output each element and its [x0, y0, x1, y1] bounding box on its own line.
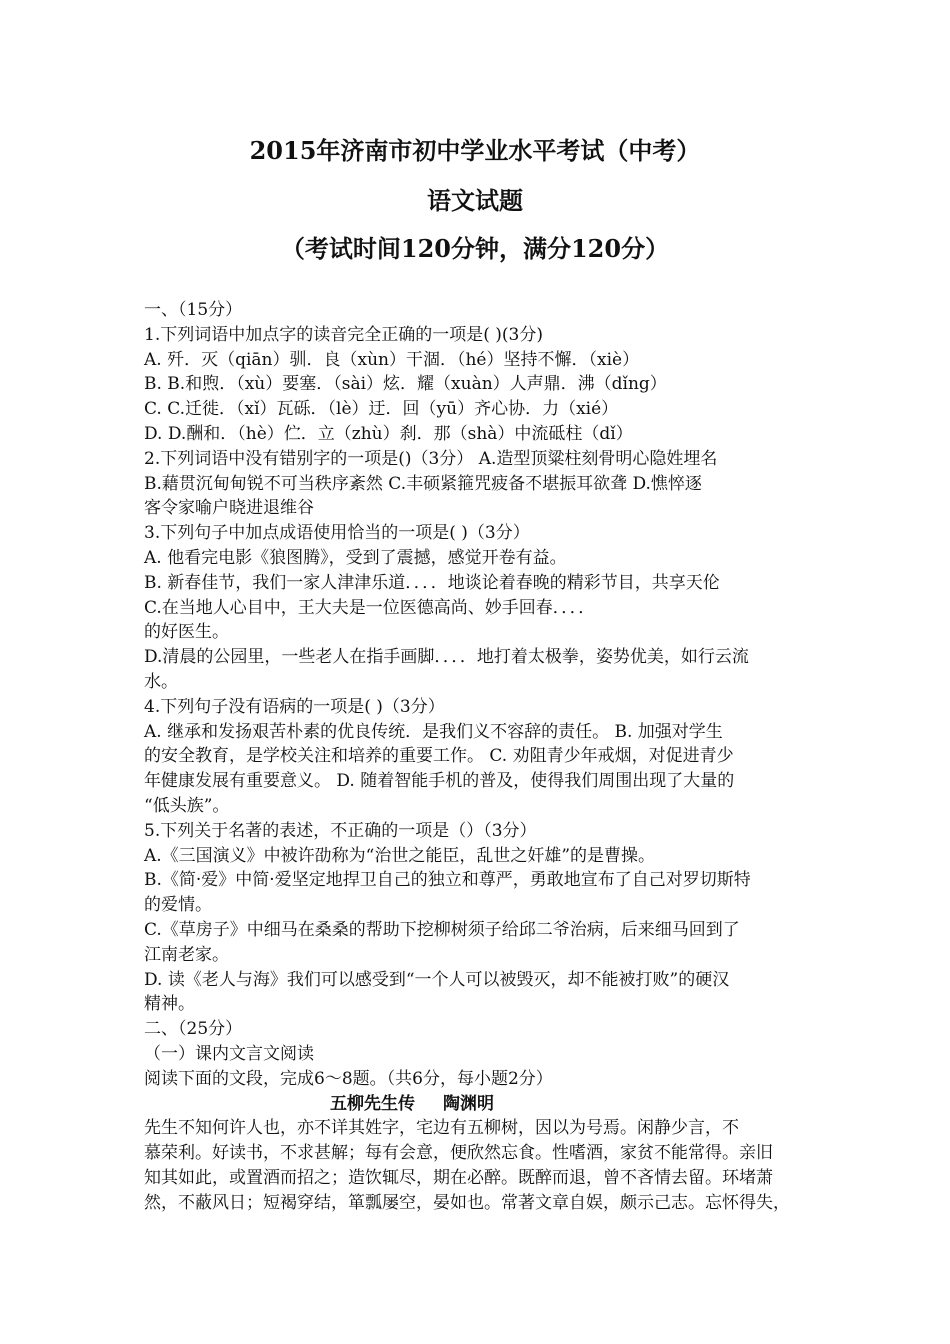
text-line: 阅读下面的文段，完成6～8题。（共6分，每小题2分） — [144, 1068, 553, 1089]
text-line: 精神。 — [144, 994, 195, 1015]
text-line: 客令家喻户晓进退维谷 — [144, 498, 314, 519]
text-line: B. 新春佳节，我们一家人津津乐道．．．．地谈论着春晚的精彩节目，共享天伦 — [144, 572, 720, 593]
article-heading — [144, 1092, 808, 1117]
text-line: 年健康发展有重要意义。 D. 随着智能手机的普及，使得我们周围出现了大量的 — [144, 771, 735, 792]
text-line: 水。 — [144, 671, 178, 692]
article-title: 五柳先生传 — [330, 1093, 415, 1114]
text-line: 的爱情。 — [144, 895, 212, 916]
text-line: A. 歼．灭（qiān）驯．良（xùn）干涸．（hé）坚持不懈．（xiè） — [144, 349, 640, 370]
exam-info: （考试时间120分钟，满分120分） — [280, 234, 670, 263]
article-author: 陶渊明 — [443, 1093, 494, 1114]
text-line: 5.下列关于名著的表述，不正确的一项是（）（3分） — [144, 820, 537, 841]
text-line: C. C.迁徙．（xǐ）瓦砾．（lè）迂．回（yū）齐心协．力（xié） — [144, 399, 619, 420]
text-line: 二、（25分） — [144, 1019, 243, 1040]
text-line: 2.下列词语中没有错别字的一项是()（3分） A.造型顶粱柱刻骨明心隐姓埋名 — [144, 448, 718, 469]
text-line: （一）课内文言文阅读 — [144, 1043, 314, 1064]
exam-title: 2015年济南市初中学业水平考试（中考） — [249, 136, 701, 165]
text-line: D. D.酬和．（hè）伫．立（zhù）刹．那（shà）中流砥柱（dǐ） — [144, 423, 633, 444]
text-line: 然，不蔽风日；短褐穿结，箪瓢屡空，晏如也。常著文章自娱，颇示己志。忘怀得失， — [144, 1192, 790, 1213]
text-line: A.《三国演义》中被许劭称为“治世之能臣，乱世之奸雄”的是曹操。 — [144, 845, 656, 866]
article-lines — [144, 1116, 808, 1215]
text-line: 一、（15分） — [144, 300, 243, 320]
text-line: 的好医生。 — [144, 622, 229, 643]
question-lines — [144, 298, 808, 1092]
text-line: B. B.和煦．（xù）要塞．（sài）炫．耀（xuàn）人声鼎．沸（dǐng） — [144, 374, 667, 395]
text-line: A. 他看完电影《狼图腾》，受到了震撼，感觉开卷有益。 — [144, 547, 567, 568]
text-line: D.清晨的公园里，一些老人在指手画脚．．．．地打着太极拳，姿势优美，如行云流 — [144, 647, 749, 668]
text-line: 3.下列句子中加点成语使用恰当的一项是( )（3分） — [144, 523, 530, 544]
text-line: B.藉贯沉甸甸锐不可当秩序紊然 C.丰硕紧箍咒疲备不堪振耳欲聋 D.憔悴逐 — [144, 473, 702, 494]
text-line: D. 读《老人与海》我们可以感受到“一个人可以被毁灭，却不能被打败”的硬汉 — [144, 969, 730, 990]
text-line: A. 继承和发扬艰苦朴素的优良传统．是我们义不容辞的责任。 B. 加强对学生 — [144, 721, 723, 742]
text-line: C.《草房子》中细马在桑桑的帮助下挖柳树须子给邱二爷治病，后来细马回到了 — [144, 919, 740, 940]
text-line: C.在当地人心目中，王大夫是一位医德高尚、妙手回春．．．． — [144, 597, 596, 618]
text-line: 知其如此，或置酒而招之；造饮辄尽，期在必醉。既醉而退，曾不吝情去留。环堵萧 — [144, 1167, 773, 1188]
text-line: 江南老家。 — [144, 944, 229, 965]
text-line: 先生不知何许人也，亦不详其姓字，宅边有五柳树，因以为号焉。闲静少言，不 — [144, 1118, 739, 1139]
text-line: 1.下列词语中加点字的读音完全正确的一项是( )(3分) — [144, 324, 543, 345]
text-line: “低头族”。 — [144, 795, 230, 816]
text-line: B.《简·爱》中简·爱坚定地捍卫自己的独立和尊严，勇敢地宣布了自己对罗切斯特 — [144, 870, 751, 891]
text-line: 4.下列句子没有语病的一项是( )（3分） — [144, 696, 445, 717]
text-line: 的安全教育，是学校关注和培养的重要工作。 C. 劝阻青少年戒烟，对促进青少 — [144, 746, 734, 767]
text-line: 慕荣利。好读书，不求甚解；每有会意，便欣然忘食。性嗜酒，家贫不能常得。亲旧 — [144, 1143, 773, 1164]
exam-subtitle: 语文试题 — [427, 186, 523, 215]
exam-body — [144, 298, 808, 1215]
